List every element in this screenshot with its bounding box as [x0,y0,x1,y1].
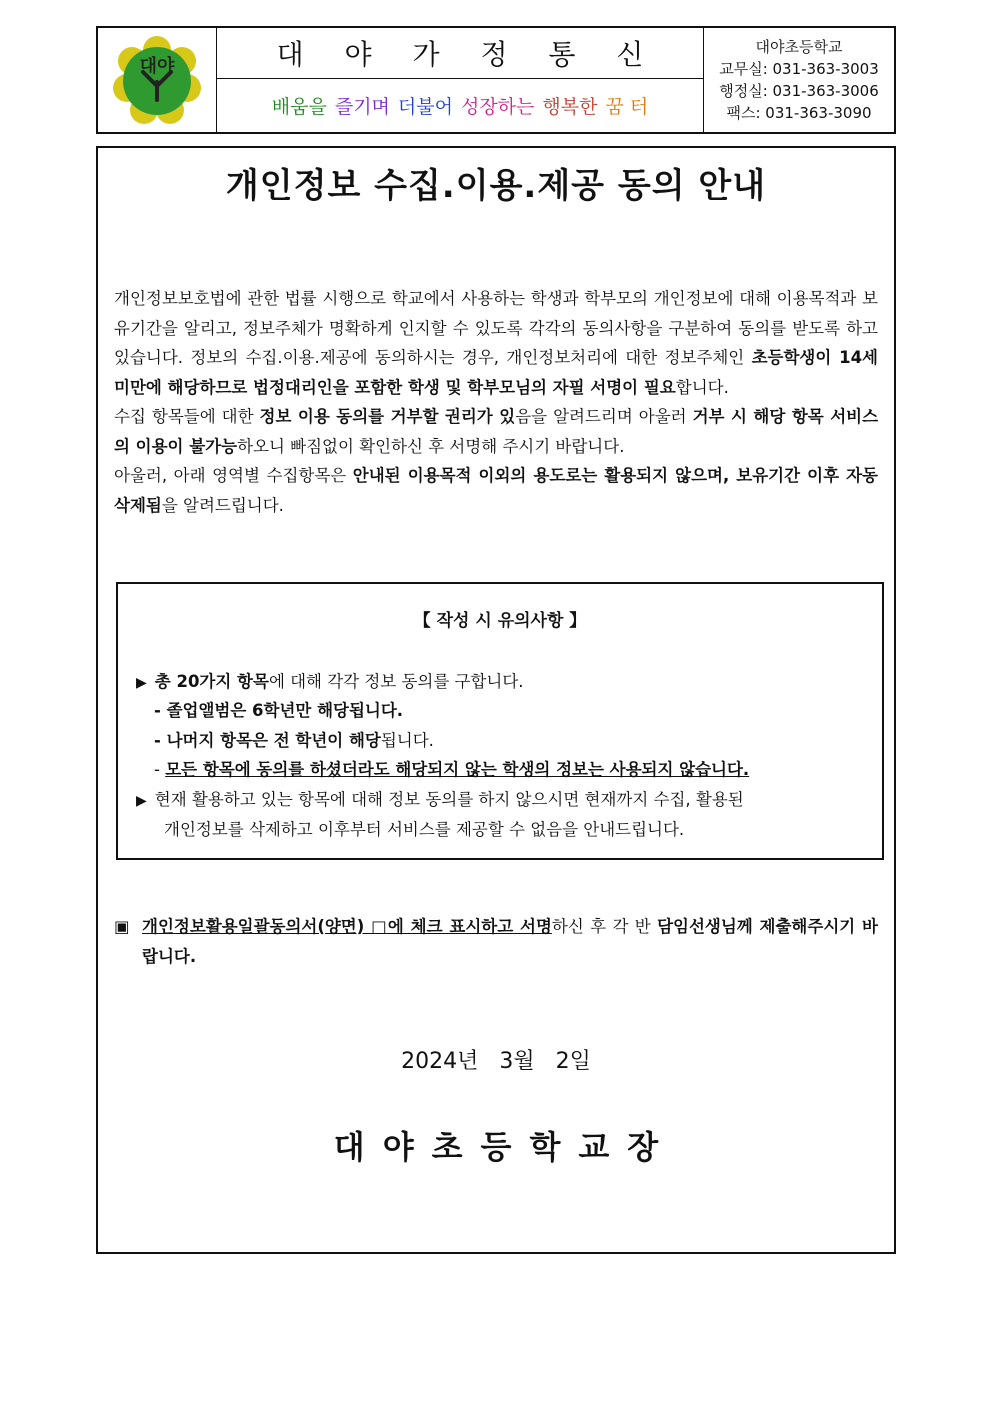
intro-paragraph-3 [114,461,878,520]
body-text: 음을 알려드리며 아울러 [515,407,693,426]
motto-word: 성장하는 [460,96,535,118]
notice-item-2 [136,786,744,810]
notice-item-1 [136,668,524,692]
motto-word: 더불어 [397,96,453,118]
principal-signature: 대야초등학교장 [333,1128,677,1166]
body-text: 하오니 빠짐없이 확인하신 후 서명해 주시기 바랍니다. [237,436,625,456]
notice-subitem-remaining-text: 됩니다. [380,731,434,750]
submit-instruction-text [142,912,878,971]
notice-item-2-text: 현재 활용하고 있는 항목에 대해 정보 동의를 하지 않으시면 현재까지 수집, 활용된 [154,790,744,809]
notice-item-2-text-continued: 개인정보를 삭제하고 이후부터 서비스를 제공할 수 없음을 안내드립니다. [164,820,685,839]
notice-item-1-bold: 총 20가지 항목 [154,672,269,691]
intro-text [114,284,878,520]
school-emblem-icon [111,34,203,126]
notice-document [96,146,896,1254]
contact-info [704,28,894,132]
emphasis-text: 거부 시 해당 항목 서비스의 이용이 불가능 [114,407,879,456]
body-text: 합니다. [675,377,729,397]
intro-paragraph-1 [114,284,878,402]
submit-underlined: 개인정보활용일괄동의서(양면) □에 체크 표시하고 서명 [142,917,552,936]
admin-phone: 행정실: 031-363-3006 [719,82,879,100]
triangle-bullet-icon: ▶ [136,675,147,691]
triangle-bullet-icon: ▶ [136,793,147,809]
office-phone: 교무실: 031-363-3003 [719,60,879,78]
body-text: 개인정보보호법에 관한 법률 시행으로 학교에서 사용하는 학생과 학부모의 개인정보에 대해 이용목적과 보유기간을 알리고, 정보주체가 명확하게 인지할 수 있도록 각각의 동의사항을 구분하여 동의를 받도록 하고 있습니다. 정보의 수집.이용.제공에 동의하시는 경우, 개인정보처리에 대한 정보주체인 [114,289,878,367]
intro-paragraph-2 [114,402,878,461]
body-text: 을 알려드립니다. [161,495,284,515]
fax-number: 팩스: 031-363-3090 [726,104,872,122]
body-text: 수집 항목들에 대한 [114,407,260,426]
header-center [217,28,704,132]
newsletter-title: 대 야 가 정 통 신 [217,28,703,79]
notice-subitem-all-items [154,756,749,780]
notice-subitem-remaining-bold: - 나머지 항목은 전 학년이 해당 [154,731,381,750]
submit-text-a: 하신 후 각 반 [551,917,658,936]
logo-text: 대야 [139,56,175,77]
notice-subitem-all-items-text: 모든 항목에 동의를 하셨더라도 해당되지 않는 학생의 정보는 사용되지 않습니다. [165,760,750,779]
emphasis-text: 초등학생이 14세 미만에 해당하므로 법정대리인을 포함한 학생 및 학부모님의 자필 서명이 필요 [114,348,878,397]
notice-subitem-graduation-text: - 졸업앨범은 6학년만 해당됩니다. [154,701,404,720]
submit-text-b: 담임선생님께 제출해주시기 바랍니다. [142,917,878,966]
issue-date: 2024년 3월 2일 [401,1049,591,1074]
notice-box [116,582,884,860]
emphasis-text: 정보 이용 동의를 거부할 권리가 있 [259,407,516,426]
school-name: 대야초등학교 [755,38,843,56]
newsletter-header [96,26,896,134]
notice-subitem-remaining [154,727,434,751]
motto-word: 배움을 [271,96,327,118]
notice-subitem-graduation [154,697,403,721]
submit-instruction [114,912,878,971]
motto-word: 꿈 터 [605,96,649,118]
school-logo-cell [98,28,217,132]
motto-word: 즐기며 [334,96,390,118]
emphasis-text: 안내된 이용목적 이외의 용도로는 활용되지 않으며, 보유기간 이후 자동 삭제됨 [114,466,878,515]
square-bullet-icon: ▣ [114,917,130,936]
school-motto [217,79,703,132]
document-title: 개인정보 수집.이용.제공 동의 안내 [225,166,767,206]
notice-item-2-continued [164,816,684,840]
motto-word: 행복한 [542,96,598,118]
notice-title: 【 작성 시 유의사항 】 [413,611,587,631]
notice-item-1-text: 에 대해 각각 정보 동의를 구합니다. [268,672,524,691]
notice-dash: - [154,760,166,779]
body-text: 아울러, 아래 영역별 수집항목은 [114,466,353,485]
